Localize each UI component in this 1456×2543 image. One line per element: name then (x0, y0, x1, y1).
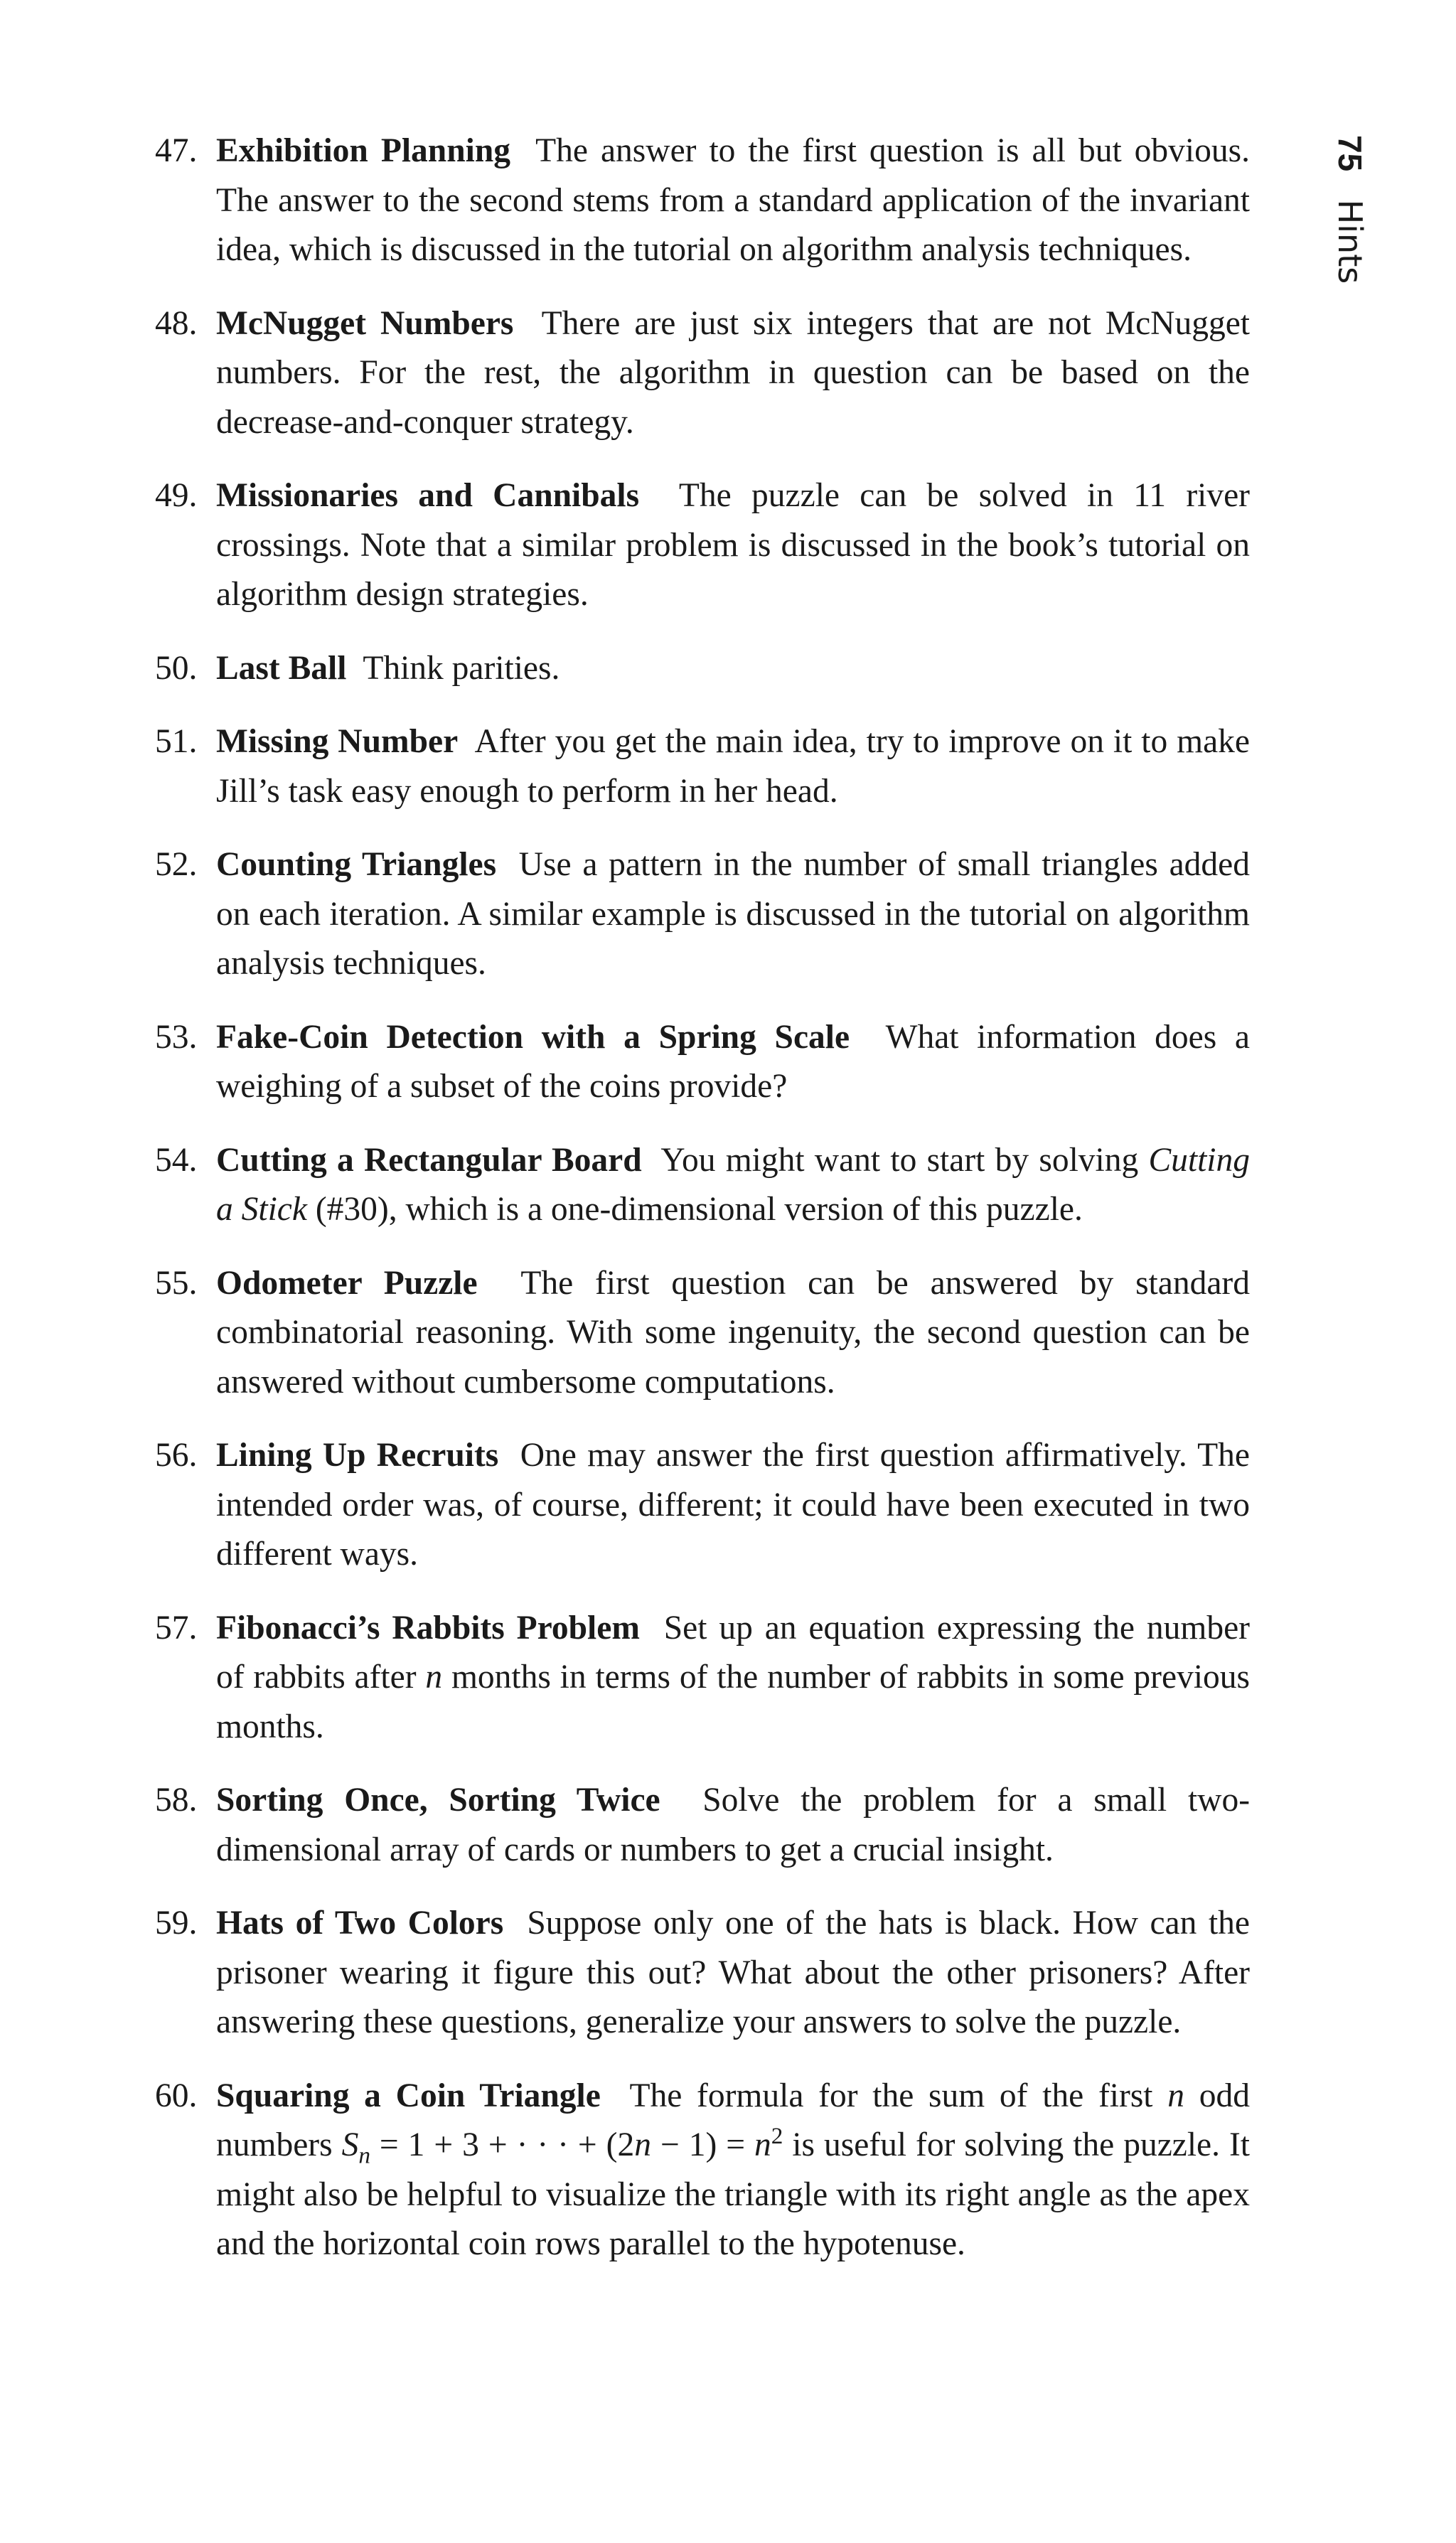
hint-text: The answer to the first question is all but obvious. The answer to the second stems from a standard application of the invariant idea, which is discussed in the tutorial on algorithm analysis techniques. (216, 132, 1250, 268)
hint-title: McNugget Numbers (216, 304, 514, 342)
hint-text: After you get the main idea, try to improve on it to make Jill’s task easy enough to perform in her head. (216, 723, 1250, 810)
hint-54 (155, 1136, 1250, 1235)
hint-text: There are just six integers that are not McNugget numbers. For the rest, the algorithm in question can be based on the decrease-and-conquer strategy. (216, 304, 1250, 441)
hint-53 (155, 1013, 1250, 1112)
hint-title: Odometer Puzzle (216, 1264, 478, 1302)
hint-number: 54. (155, 1141, 198, 1179)
hint-text: The formula for the sum of the first (629, 2077, 1153, 2114)
hint-title: Missionaries and Cannibals (216, 477, 640, 514)
hint-58 (155, 1776, 1250, 1875)
hint-text-before: Set up an equation expressing the number of rabbits after (216, 1609, 1251, 1696)
hint-text: Think parities. (363, 649, 560, 687)
hint-title: Fake-Coin Detection with a Spring Scale (216, 1018, 850, 1056)
hint-title: Last Ball (216, 649, 347, 687)
hint-number: 60. (155, 2077, 198, 2114)
hint-56 (155, 1431, 1250, 1580)
hint-number: 58. (155, 1782, 198, 1819)
hint-text: Use a pattern in the number of small triangles added on each iteration. A similar example is discussed in the tutorial on algorithm analysis techniques. (216, 846, 1251, 982)
hint-title: Exhibition Planning (216, 132, 510, 169)
hint-text: Solve the problem for a small two-dimensional array of cards or numbers to get a crucial insight. (216, 1782, 1251, 1868)
hint-text: What information does a weighing of a subset of the coins provide? (216, 1018, 1250, 1105)
hint-48 (155, 299, 1250, 448)
hint-title: Cutting a Rectangular Board (216, 1141, 642, 1179)
math-variable: n (425, 1659, 443, 1696)
math-subscript: n (358, 2142, 370, 2169)
hint-50 (155, 644, 1250, 694)
hint-number: 48. (155, 304, 198, 342)
hint-52 (155, 840, 1250, 989)
math-variable: n (634, 2126, 651, 2163)
math-superscript: 2 (771, 2123, 783, 2150)
hint-number: 55. (155, 1264, 198, 1302)
hint-number: 53. (155, 1018, 198, 1056)
hint-text-after: (#30), which is a one-dimensional version of this puzzle. (315, 1191, 1083, 1228)
hint-title: Counting Triangles (216, 846, 497, 883)
hint-text: is useful for solving the puzzle. It might also be helpful to visualize the triangle with its right angle as the apex and the horizontal coin rows parallel to the hypotenuse. (216, 2126, 1250, 2262)
hint-number: 50. (155, 649, 198, 687)
hints-list (155, 127, 1250, 2293)
hint-57 (155, 1604, 1250, 1752)
sum-formula (341, 2123, 783, 2169)
hint-text: One may answer the first question affirmatively. The intended order was, of course, different; it could have been executed in two different ways. (216, 1437, 1251, 1573)
math-variable: n (754, 2126, 771, 2163)
formula-part: − 1) = (651, 2126, 754, 2163)
hint-number: 59. (155, 1905, 198, 1942)
hint-55 (155, 1259, 1250, 1408)
hint-text: The first question can be answered by standard combinatorial reasoning. With some ingenuity, the second question can be answered without cumbersome computations. (216, 1264, 1250, 1401)
math-variable: n (1167, 2077, 1184, 2114)
hint-number: 52. (155, 846, 198, 883)
hint-number: 51. (155, 723, 198, 760)
hint-title: Squaring a Coin Triangle (216, 2077, 601, 2114)
hint-text-before: You might want to start by solving (660, 1141, 1139, 1179)
hint-number: 56. (155, 1437, 198, 1474)
math-variable: S (341, 2126, 359, 2163)
hint-47 (155, 127, 1250, 275)
hint-51 (155, 717, 1250, 816)
hint-number: 47. (155, 132, 198, 169)
page-number: 75 (1332, 135, 1369, 172)
hint-text: The puzzle can be solved in 11 river crossings. Note that a similar problem is discussed in the book’s tutorial on algorithm design strategies. (216, 477, 1250, 613)
formula-part: = 1 + 3 + · · · + (2 (370, 2126, 635, 2163)
hint-59 (155, 1899, 1250, 2047)
hint-number: 49. (155, 477, 198, 514)
hint-title: Missing Number (216, 723, 459, 760)
hint-title: Sorting Once, Sorting Twice (216, 1782, 660, 1819)
hint-title: Lining Up Recruits (216, 1437, 499, 1474)
hint-49 (155, 471, 1250, 620)
hint-text: Suppose only one of the hats is black. How can the prisoner wearing it figure this out? What about the other prisoners? After answering these questions, generalize your answers to solve the puzzle. (216, 1905, 1250, 2040)
hint-text-after: months in terms of the number of rabbits in some previous months. (216, 1659, 1250, 1745)
hint-text: odd numbers (216, 2077, 1250, 2163)
hint-reference: Cutting a Stick (216, 1141, 1250, 1228)
section-label: Hints (1331, 199, 1369, 284)
hint-60 (155, 2072, 1250, 2269)
hint-title: Fibonacci’s Rabbits Problem (216, 1609, 640, 1647)
running-header (1331, 135, 1369, 284)
hint-number: 57. (155, 1609, 198, 1647)
hint-title: Hats of Two Colors (216, 1905, 504, 1942)
